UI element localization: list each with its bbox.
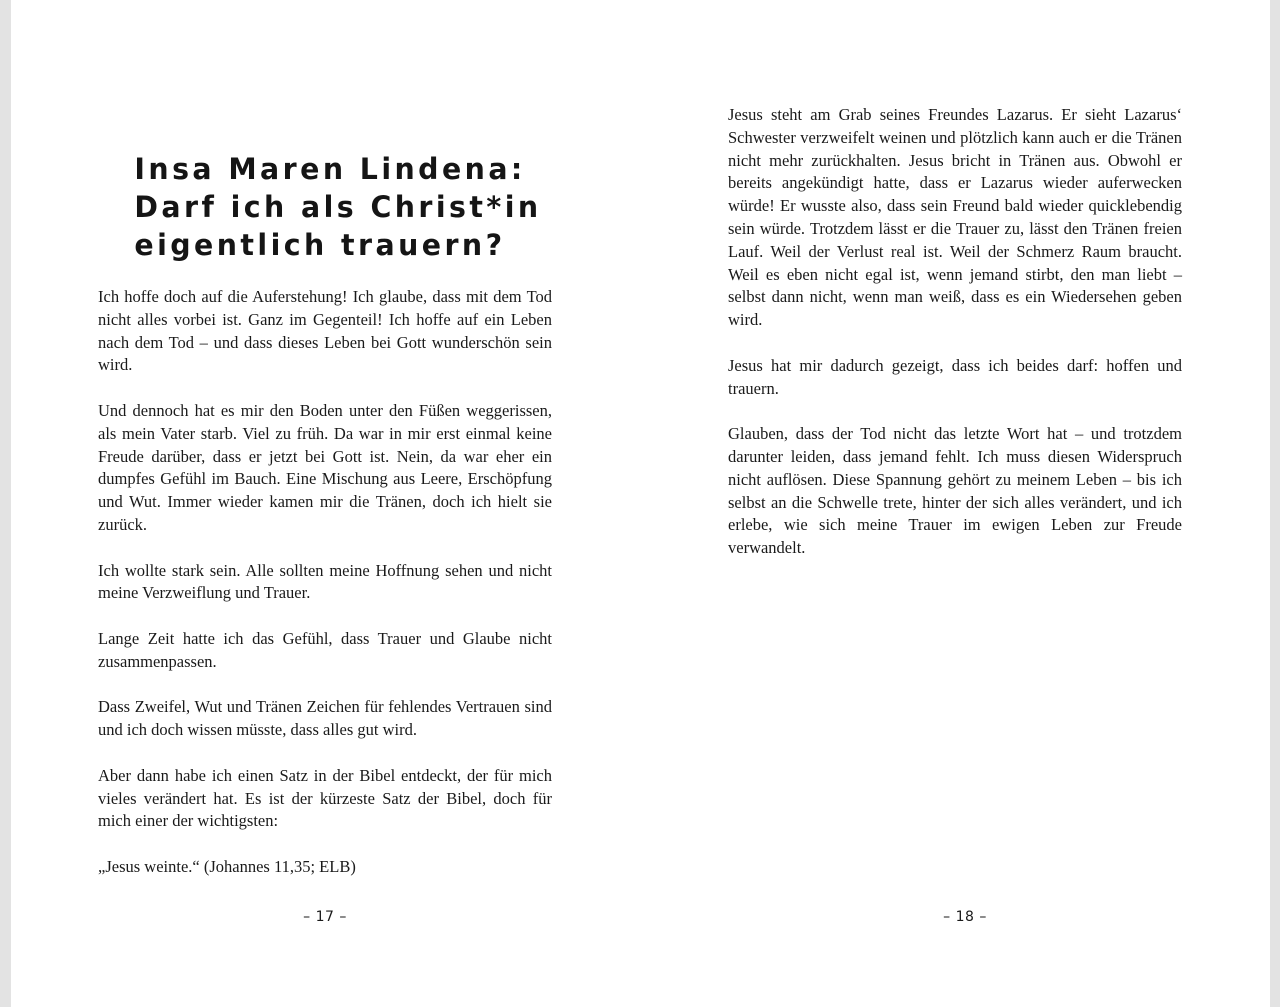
left-page [11,0,640,1007]
paragraph: Lange Zeit hatte ich das Gefühl, dass Trauer und Glaube nicht zusammenpassen. [98,628,552,671]
chapter-title-line: eigentlich trauern? [134,228,506,262]
chapter-title-line: Darf ich als Christ*in [134,190,542,224]
paragraph: Aber dann habe ich einen Satz in der Bibel entdeckt, der für mich vieles verändert hat. Es ist der kürzeste Satz der Bibel, doch für mich einer der wichtigsten: [98,765,552,831]
paragraph: Und dennoch hat es mir den Boden unter den Füßen weggerissen, als mein Vater starb. Viel zu früh. Da war in mir erst einmal keine Freude darüber, dass er jetzt bei Gott ist. Nein, da war eher ein dumpfes Gefühl im Bauch. Eine Mischung aus Leere, Erschöpfung und Wut. Immer wieder kamen mir die Tränen, doch ich hielt sie zurück. [98,400,552,534]
body-text [98,286,552,902]
paragraph: Ich hoffe doch auf die Auferstehung! Ich glaube, dass mit dem Tod nicht alles vorbei ist. Ganz im Gegenteil! Ich hoffe auf ein Leben nach dem Tod – und dass dieses Leben bei Gott wunderschön sein wird. [98,287,552,375]
paragraph: Ich wollte stark sein. Alle sollten meine Hoffnung sehen und nicht meine Verzweiflung und Trauer. [98,560,552,603]
paragraph: Jesus hat mir dadurch gezeigt, dass ich beides darf: hoffen und trauern. [728,355,1182,398]
chapter-title-line: Insa Maren Lindena: [134,152,526,186]
paragraph: Dass Zweifel, Wut und Tränen Zeichen für fehlendes Vertrauen sind und ich doch wissen müsste, dass alles gut wird. [98,697,552,740]
body-text [728,104,1182,583]
right-page [640,0,1270,1007]
paragraph: Jesus steht am Grab seines Freundes Lazarus. Er sieht Lazarus‘ Schwester verzweifelt weinen und plötzlich kann auch er die Tränen nicht mehr zurückhalten. Jesus bricht in Tränen aus. Obwohl er bereits angekündigt hatte, dass er Lazarus wieder auferwecken würde! Er wusste also, dass sein Freund bald wieder quicklebendig sein würde. Trotzdem lässt er die Trauer zu, lässt den Tränen freien Lauf. Weil der Verlust real ist. Weil der Schmerz Raum braucht. Weil es eben nicht egal ist, wenn jemand stirbt, den man liebt – selbst dann nicht, wenn man weiß, dass es ein Wiedersehen geben wird. [728,105,1182,330]
bible-quote: „Jesus weinte.“ (Johannes 11,35; ELB) [98,856,356,876]
page-number: – 17 – [303,909,347,925]
chapter-title [134,150,542,264]
page-number: – 18 – [943,909,987,925]
paragraph: Glauben, dass der Tod nicht das letzte Wort hat – und trotzdem darunter leiden, dass jemand fehlt. Ich muss diesen Widerspruch nicht auflösen. Diese Spannung gehört zu meinem Leben – bis ich selbst an die Schwelle trete, hinter der sich alles verändert, und ich erlebe, wie sich meine Trauer im ewigen Leben zur Freude verwandelt. [728,424,1182,558]
book-spread [11,0,1270,1007]
